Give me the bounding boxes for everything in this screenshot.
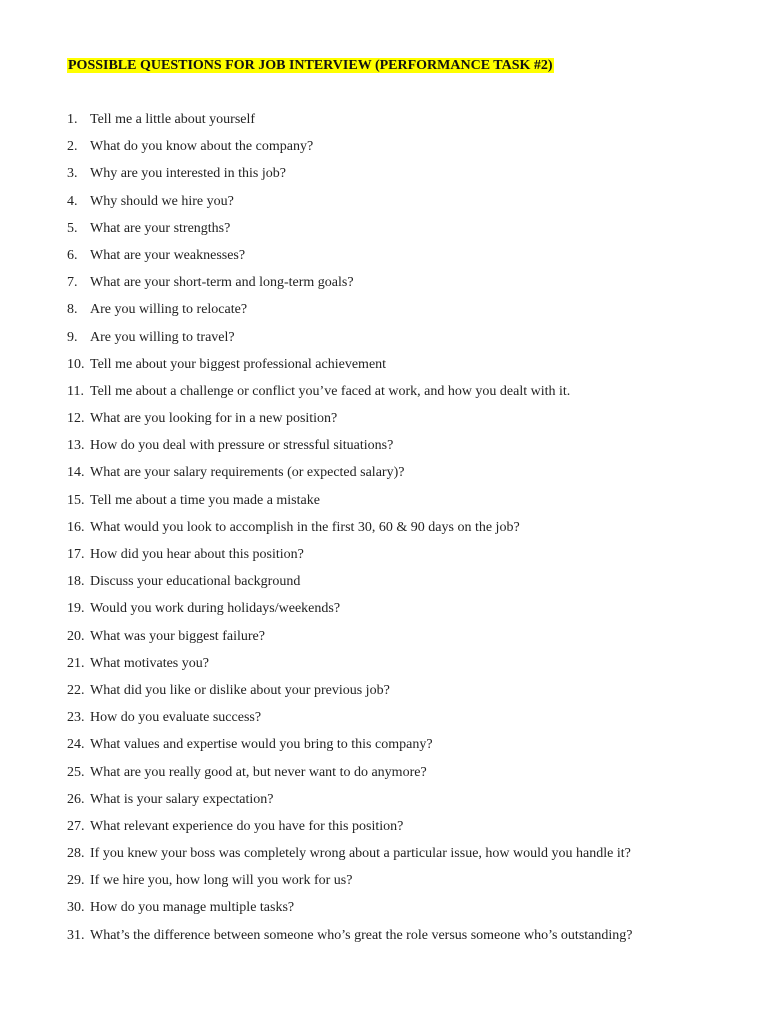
- question-number: 22.: [67, 682, 85, 698]
- question-item: [67, 818, 747, 845]
- question-text: How did you hear about this position?: [90, 547, 304, 562]
- question-number: 25.: [67, 764, 85, 780]
- question-text: Why are you interested in this job?: [90, 166, 286, 182]
- question-text: If we hire you, how long will you work for us?: [90, 873, 353, 889]
- question-text: Tell me about your biggest professional achievement: [90, 356, 387, 372]
- question-item: [67, 655, 747, 682]
- question-number: 19.: [67, 601, 85, 617]
- document-title: [67, 57, 554, 74]
- question-text: What’s the difference between someone who’s great the role versus someone who’s outstanding?: [90, 927, 633, 943]
- question-text: What motivates you?: [90, 655, 209, 671]
- document-title-text: POSSIBLE QUESTIONS FOR JOB INTERVIEW (PERFORMANCE TASK #2): [68, 58, 553, 73]
- question-item: [67, 682, 747, 709]
- question-item: [67, 111, 747, 138]
- question-item: [67, 193, 747, 220]
- question-number: 27.: [67, 818, 85, 834]
- question-number: 17.: [67, 547, 85, 562]
- question-item: [67, 165, 747, 192]
- question-number: 3.: [67, 166, 78, 182]
- question-text: Are you willing to relocate?: [90, 302, 248, 318]
- question-text: What is your salary expectation?: [90, 791, 274, 807]
- question-item: [67, 492, 747, 519]
- question-text: What are you looking for in a new position?: [90, 411, 338, 427]
- question-item: [67, 301, 747, 328]
- question-number: 2.: [67, 139, 78, 155]
- question-text: How do you evaluate success?: [90, 710, 262, 726]
- question-text: Are you willing to travel?: [90, 329, 235, 345]
- question-item: [67, 764, 747, 791]
- question-number: 1.: [67, 112, 78, 127]
- question-number: 10.: [67, 356, 85, 372]
- question-text: What values and expertise would you bring to this company?: [90, 737, 433, 753]
- question-number: 9.: [67, 329, 78, 345]
- question-item: [67, 383, 747, 410]
- question-item: [67, 356, 747, 383]
- question-item: [67, 927, 747, 954]
- question-text: What did you like or dislike about your previous job?: [90, 682, 390, 698]
- question-item: [67, 791, 747, 818]
- question-number: 18.: [67, 574, 85, 590]
- question-item: [67, 709, 747, 736]
- question-number: 4.: [67, 193, 78, 209]
- question-number: 28.: [67, 846, 85, 862]
- question-item: [67, 872, 747, 899]
- question-number: 12.: [67, 411, 85, 427]
- question-text: How do you manage multiple tasks?: [90, 900, 295, 916]
- question-item: [67, 138, 747, 165]
- question-item: [67, 519, 747, 546]
- question-text: What do you know about the company?: [90, 139, 314, 155]
- question-number: 31.: [67, 927, 85, 943]
- question-number: 5.: [67, 220, 78, 236]
- question-number: 24.: [67, 737, 85, 753]
- question-number: 11.: [67, 383, 84, 399]
- question-number: 26.: [67, 791, 85, 807]
- question-number: 30.: [67, 900, 85, 916]
- question-number: 14.: [67, 465, 85, 481]
- question-number: 15.: [67, 492, 85, 508]
- question-number: 23.: [67, 710, 85, 726]
- question-item: [67, 899, 747, 926]
- question-number: 6.: [67, 247, 78, 263]
- question-text: Why should we hire you?: [90, 193, 234, 209]
- question-item: [67, 437, 747, 464]
- question-text: What are your weaknesses?: [90, 247, 246, 263]
- question-list: [67, 111, 747, 954]
- question-text: Tell me about a time you made a mistake: [90, 492, 320, 508]
- question-number: 8.: [67, 302, 78, 318]
- question-text: If you knew your boss was completely wrong about a particular issue, how would you handle it?: [90, 846, 631, 862]
- question-number: 16.: [67, 519, 85, 535]
- question-text: What would you look to accomplish in the first 30, 60 & 90 days on the job?: [90, 519, 520, 535]
- question-item: [67, 329, 747, 356]
- question-text: Would you work during holidays/weekends?: [90, 601, 341, 617]
- question-text: Tell me about a challenge or conflict you’ve faced at work, and how you dealt with it.: [90, 383, 571, 399]
- question-text: What are you really good at, but never want to do anymore?: [90, 764, 427, 780]
- question-text: How do you deal with pressure or stressful situations?: [90, 438, 394, 454]
- question-item: [67, 736, 747, 763]
- question-text: What are your salary requirements (or expected salary)?: [90, 465, 405, 481]
- question-item: [67, 464, 747, 491]
- question-number: 13.: [67, 438, 85, 454]
- question-item: [67, 845, 747, 872]
- question-text: Tell me a little about yourself: [90, 112, 256, 127]
- question-number: 21.: [67, 655, 85, 671]
- question-item: [67, 247, 747, 274]
- question-item: [67, 573, 747, 600]
- question-number: 29.: [67, 873, 85, 889]
- question-item: [67, 274, 747, 301]
- question-text: What was your biggest failure?: [90, 628, 265, 644]
- question-number: 7.: [67, 275, 78, 291]
- question-item: [67, 410, 747, 437]
- question-item: [67, 628, 747, 655]
- question-item: [67, 600, 747, 627]
- question-text: What are your strengths?: [90, 220, 231, 236]
- question-text: Discuss your educational background: [90, 574, 301, 590]
- question-item: [67, 546, 747, 573]
- question-item: [67, 220, 747, 247]
- question-number: 20.: [67, 628, 85, 644]
- question-text: What are your short-term and long-term goals?: [90, 275, 354, 291]
- question-text: What relevant experience do you have for this position?: [90, 818, 404, 834]
